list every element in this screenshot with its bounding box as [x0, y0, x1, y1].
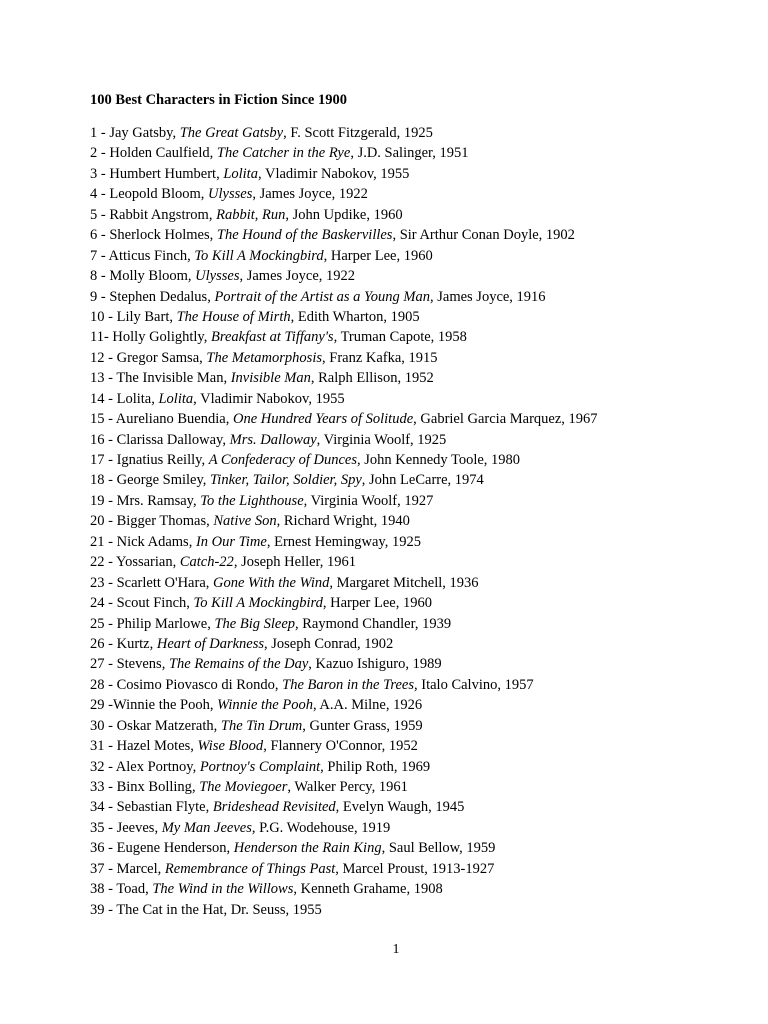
entry-character: Binx Bolling: [116, 779, 192, 795]
list-item: 1 - Jay Gatsby, The Great Gatsby, F. Scott Fitzgerald, 1925: [90, 125, 433, 141]
entry-number: 32 -: [90, 758, 116, 775]
entry-book-title: The Baron in the Trees: [282, 676, 414, 693]
entry-author-year: Dr. Seuss, 1955: [230, 901, 322, 918]
entry-number: 5 -: [90, 206, 110, 223]
entry-book-title: Remembrance of Things Past: [164, 860, 336, 877]
list-item: 36 - Eugene Henderson, Henderson the Rain King, Saul Bellow, 1959: [90, 840, 496, 857]
entry-book-title: Winnie the Pooh: [217, 697, 313, 714]
list-item: 21 - Nick Adams, In Our Time, Ernest Hemingway, 1925: [90, 533, 421, 550]
entry-number: 18 -: [90, 472, 117, 489]
entry-author-year: F. Scott Fitzgerald, 1925: [290, 125, 433, 141]
entry-author-year: Gunter Grass, 1959: [309, 717, 423, 734]
entry-number: 30 -: [90, 717, 117, 734]
list-item: 17 - Ignatius Reilly, A Confederacy of Dunces, John Kennedy Toole, 1980: [90, 452, 521, 468]
entry-book-title: Ulysses: [195, 268, 240, 285]
list-item: 33 - Binx Bolling, The Moviegoer, Walker Percy, 1961: [90, 779, 408, 795]
entry-author-year: Flannery O'Connor, 1952: [270, 738, 418, 755]
entry-book-title: To Kill A Mockingbird: [193, 595, 323, 612]
entry-character: Aureliano Buendia: [115, 411, 226, 428]
entry-character: Atticus Finch: [108, 247, 188, 264]
list-item: 30 - Oskar Matzerath, The Tin Drum, Gunter Grass, 1959: [90, 717, 423, 734]
entry-book-title: Ulysses: [208, 186, 253, 203]
entry-author-year: Joseph Heller, 1961: [241, 554, 357, 571]
entry-character: Cosimo Piovasco di Rondo: [116, 676, 275, 693]
entry-number: 27 -: [90, 656, 117, 673]
entry-author-year: James Joyce, 1916: [437, 288, 546, 305]
list-item: 35 - Jeeves, My Man Jeeves, P.G. Wodehouse, 1919: [90, 819, 391, 836]
character-list: [90, 123, 598, 920]
entry-author-year: Gabriel Garcia Marquez, 1967: [420, 411, 598, 428]
entry-number: 3 -: [90, 165, 110, 182]
entry-book-title: The Big Sleep: [214, 615, 296, 632]
entry-character: Marcel: [116, 860, 158, 877]
list-item: 20 - Bigger Thomas, Native Son, Richard Wright, 1940: [90, 513, 410, 530]
entry-character: Sebastian Flyte: [116, 799, 206, 816]
entry-character: Ignatius Reilly: [116, 452, 202, 468]
entry-number: 6 -: [90, 227, 110, 244]
list-item: 15 - Aureliano Buendia, One Hundred Years of Solitude, Gabriel Garcia Marquez, 1967: [90, 411, 598, 428]
entry-author-year: John Kennedy Toole, 1980: [364, 452, 521, 468]
entry-number: 21 -: [90, 533, 117, 550]
entry-author-year: Saul Bellow, 1959: [388, 840, 496, 857]
entry-number: 23 -: [90, 574, 117, 591]
list-item: 3 - Humbert Humbert, Lolita, Vladimir Nabokov, 1955: [90, 165, 410, 182]
entry-book-title: Brideshead Revisited: [212, 799, 336, 816]
entry-character: Stevens: [116, 656, 162, 673]
entry-character: Yossarian: [116, 554, 173, 571]
entry-character: Kurtz: [116, 635, 150, 652]
entry-author-year: John LeCarre, 1974: [369, 472, 484, 489]
entry-number: 8 -: [90, 268, 110, 285]
entry-book-title: The Catcher in the Rye: [216, 145, 351, 162]
entry-number: 17 -: [90, 452, 117, 468]
entry-book-title: My Man Jeeves: [161, 819, 252, 836]
list-item: 18 - George Smiley, Tinker, Tailor, Soldier, Spy, John LeCarre, 1974: [90, 472, 484, 489]
list-item: 9 - Stephen Dedalus, Portrait of the Artist as a Young Man, James Joyce, 1916: [90, 288, 546, 305]
entry-author-year: Edith Wharton, 1905: [297, 308, 420, 325]
entry-character: Eugene Henderson: [116, 840, 227, 857]
entry-character: Philip Marlowe: [116, 615, 208, 632]
list-item: 16 - Clarissa Dalloway, Mrs. Dalloway, Virginia Woolf, 1925: [90, 431, 447, 448]
entry-book-title: Catch-22: [179, 554, 234, 571]
entry-author-year: Virginia Woolf, 1925: [323, 431, 447, 448]
list-item: 2 - Holden Caulfield, The Catcher in the Rye, J.D. Salinger, 1951: [90, 145, 469, 162]
entry-book-title: The Remains of the Day: [168, 656, 309, 673]
entry-book-title: Portrait of the Artist as a Young Man: [214, 288, 430, 305]
entry-number: 11-: [90, 329, 113, 346]
entry-author-year: Harper Lee, 1960: [330, 247, 433, 264]
entry-author-year: Vladimir Nabokov, 1955: [264, 165, 410, 182]
list-item: 28 - Cosimo Piovasco di Rondo, The Baron in the Trees, Italo Calvino, 1957: [90, 676, 534, 693]
list-item: 19 - Mrs. Ramsay, To the Lighthouse, Virginia Woolf, 1927: [90, 492, 434, 509]
page-number: 1: [392, 942, 400, 957]
entry-author-year: Kazuo Ishiguro, 1989: [315, 656, 442, 673]
entry-number: 34 -: [90, 799, 117, 816]
entry-author-year: Ralph Ellison, 1952: [318, 370, 434, 387]
list-item: 32 - Alex Portnoy, Portnoy's Complaint, Philip Roth, 1969: [90, 758, 431, 775]
entry-author-year: Kenneth Grahame, 1908: [300, 881, 443, 898]
entry-character: Scarlett O'Hara: [116, 574, 206, 591]
entry-number: 39 -: [90, 901, 117, 918]
entry-character: Jeeves: [116, 819, 155, 836]
list-item: 29 -Winnie the Pooh, Winnie the Pooh, A.A. Milne, 1926: [90, 697, 423, 714]
entry-character: Scout Finch: [116, 595, 187, 612]
entry-number: 4 -: [90, 186, 110, 203]
list-item: 23 - Scarlett O'Hara, Gone With the Wind, Margaret Mitchell, 1936: [90, 574, 479, 591]
entry-author-year: Raymond Chandler, 1939: [302, 615, 452, 632]
entry-author-year: Evelyn Waugh, 1945: [342, 799, 465, 816]
entry-number: 33 -: [90, 779, 117, 795]
entry-number: 10 -: [90, 308, 117, 325]
list-item: 25 - Philip Marlowe, The Big Sleep, Raymond Chandler, 1939: [90, 615, 452, 632]
entry-author-year: James Joyce, 1922: [246, 268, 356, 285]
entry-number: 20 -: [90, 513, 117, 530]
entry-book-title: The Hound of the Baskervilles: [216, 227, 393, 244]
entry-author-year: P.G. Wodehouse, 1919: [259, 819, 391, 836]
entry-author-year: A.A. Milne, 1926: [319, 697, 423, 714]
list-item: 11- Holly Golightly, Breakfast at Tiffany's, Truman Capote, 1958: [90, 329, 467, 346]
entry-character: Toad: [116, 881, 146, 898]
entry-number: 14 -: [90, 390, 117, 407]
entry-number: 19 -: [90, 492, 117, 509]
entry-number: 26 -: [90, 635, 117, 652]
entry-character: Humbert Humbert: [109, 165, 217, 182]
list-item: 6 - Sherlock Holmes, The Hound of the Baskervilles, Sir Arthur Conan Doyle, 1902: [90, 227, 575, 244]
entry-character: Clarissa Dalloway: [116, 431, 223, 448]
entry-number: 28 -: [90, 676, 117, 693]
entry-number: 22 -: [90, 554, 117, 571]
entry-book-title: Portnoy's Complaint: [199, 758, 321, 775]
entry-character: Rabbit Angstrom: [109, 206, 209, 223]
entry-book-title: The Tin Drum: [220, 717, 303, 734]
entry-character: Bigger Thomas: [116, 513, 207, 530]
list-item: 34 - Sebastian Flyte, Brideshead Revisited, Evelyn Waugh, 1945: [90, 799, 465, 816]
entry-character: Jay Gatsby: [109, 125, 173, 141]
entry-character: Gregor Samsa: [116, 349, 200, 366]
entry-book-title: In Our Time: [195, 533, 267, 550]
entry-number: 9 -: [90, 288, 110, 305]
entry-author-year: Truman Capote, 1958: [340, 329, 467, 346]
entry-book-title: Henderson the Rain King: [233, 840, 382, 857]
list-item: 10 - Lily Bart, The House of Mirth, Edith Wharton, 1905: [90, 308, 420, 325]
entry-character: Nick Adams: [116, 533, 189, 550]
entry-book-title: The Great Gatsby: [179, 125, 284, 141]
entry-author-year: Vladimir Nabokov, 1955: [200, 390, 345, 407]
entry-number: 7 -: [90, 247, 109, 264]
entry-character: Sherlock Holmes: [109, 227, 210, 244]
entry-book-title: Invisible Man: [230, 370, 311, 387]
entry-author-year: Philip Roth, 1969: [327, 758, 431, 775]
entry-character: Holly Golightly: [112, 329, 204, 346]
entry-book-title: Mrs. Dalloway: [229, 431, 317, 448]
entry-book-title: Gone With the Wind: [213, 574, 330, 591]
entry-number: 12 -: [90, 349, 117, 366]
list-item: 37 - Marcel, Remembrance of Things Past, Marcel Proust, 1913-1927: [90, 860, 495, 877]
entry-character: Lolita: [116, 390, 152, 407]
list-item: 26 - Kurtz, Heart of Darkness, Joseph Conrad, 1902: [90, 635, 394, 652]
entry-character: Stephen Dedalus: [109, 288, 208, 305]
entry-number: 25 -: [90, 615, 117, 632]
list-item: 8 - Molly Bloom, Ulysses, James Joyce, 1922: [90, 268, 356, 285]
entry-author-year: Italo Calvino, 1957: [421, 676, 534, 693]
entry-book-title: To Kill A Mockingbird: [194, 247, 324, 264]
list-item: 7 - Atticus Finch, To Kill A Mockingbird, Harper Lee, 1960: [90, 247, 433, 264]
list-item: 12 - Gregor Samsa, The Metamorphosis, Franz Kafka, 1915: [90, 349, 438, 366]
entry-author-year: J.D. Salinger, 1951: [357, 145, 469, 162]
entry-book-title: A Confederacy of Dunces: [208, 452, 358, 468]
entry-character: Oskar Matzerath: [116, 717, 214, 734]
entry-number: 29 -: [90, 697, 113, 714]
entry-number: 1 -: [90, 125, 110, 141]
entry-author-year: Virginia Woolf, 1927: [310, 492, 434, 509]
entry-author-year: Sir Arthur Conan Doyle, 1902: [399, 227, 575, 244]
entry-author-year: Joseph Conrad, 1902: [271, 635, 394, 652]
entry-character: Lily Bart: [116, 308, 170, 325]
entry-number: 24 -: [90, 595, 117, 612]
list-item: 5 - Rabbit Angstrom, Rabbit, Run, John Updike, 1960: [90, 206, 403, 223]
list-item: 38 - Toad, The Wind in the Willows, Kenneth Grahame, 1908: [90, 881, 443, 898]
entry-book-title: The Wind in the Willows: [152, 881, 294, 898]
entry-book-title: Heart of Darkness: [156, 635, 264, 652]
document-title: 100 Best Characters in Fiction Since 1900: [90, 92, 347, 108]
entry-number: 37 -: [90, 860, 117, 877]
entry-number: 15 -: [90, 411, 116, 428]
entry-book-title: Native Son: [213, 513, 277, 530]
entry-number: 13 -: [90, 370, 117, 387]
entry-character: George Smiley: [116, 472, 203, 489]
entry-book-title: To the Lighthouse: [200, 492, 304, 509]
entry-character: Molly Bloom: [109, 268, 188, 285]
entry-character: Alex Portnoy: [115, 758, 193, 775]
entry-book-title: Lolita: [223, 165, 258, 182]
entry-book-title: Breakfast at Tiffany's: [210, 329, 334, 346]
entry-author-year: Marcel Proust, 1913-1927: [342, 860, 495, 877]
entry-number: 36 -: [90, 840, 117, 857]
entry-book-title: The Metamorphosis: [206, 349, 322, 366]
entry-number: 31 -: [90, 738, 117, 755]
entry-number: 2 -: [90, 145, 110, 162]
entry-character: Mrs. Ramsay: [116, 492, 193, 509]
list-item: 24 - Scout Finch, To Kill A Mockingbird, Harper Lee, 1960: [90, 595, 432, 612]
entry-author-year: Franz Kafka, 1915: [329, 349, 438, 366]
entry-character: Winnie the Pooh: [112, 697, 210, 714]
entry-author-year: James Joyce, 1922: [259, 186, 368, 203]
entry-character: Leopold Bloom: [109, 186, 201, 203]
entry-author-year: John Updike, 1960: [292, 206, 403, 223]
list-item: 27 - Stevens, The Remains of the Day, Kazuo Ishiguro, 1989: [90, 656, 442, 673]
list-item: 4 - Leopold Bloom, Ulysses, James Joyce, 1922: [90, 186, 368, 203]
entry-number: 38 -: [90, 881, 117, 898]
entry-author-year: Walker Percy, 1961: [294, 779, 408, 795]
entry-book-title: Lolita: [158, 390, 194, 407]
entry-author-year: Richard Wright, 1940: [283, 513, 410, 530]
entry-book-title: The House of Mirth: [176, 308, 291, 325]
entry-book-title: Wise Blood: [197, 738, 264, 755]
entry-author-year: Ernest Hemingway, 1925: [274, 533, 421, 550]
list-item: 14 - Lolita, Lolita, Vladimir Nabokov, 1955: [90, 390, 345, 407]
entry-number: 35 -: [90, 819, 117, 836]
entry-number: 16 -: [90, 431, 117, 448]
entry-character: Hazel Motes: [116, 738, 191, 755]
entry-character: The Cat in the Hat: [116, 901, 224, 918]
list-item: 13 - The Invisible Man, Invisible Man, Ralph Ellison, 1952: [90, 370, 434, 387]
entry-character: Holden Caulfield: [109, 145, 210, 162]
entry-author-year: Harper Lee, 1960: [330, 595, 432, 612]
entry-book-title: Tinker, Tailor, Soldier, Spy: [210, 472, 362, 489]
list-item: 22 - Yossarian, Catch-22, Joseph Heller, 1961: [90, 554, 357, 571]
list-item: 39 - The Cat in the Hat, Dr. Seuss, 1955: [90, 901, 322, 918]
list-item: 31 - Hazel Motes, Wise Blood, Flannery O'Connor, 1952: [90, 738, 418, 755]
entry-book-title: The Moviegoer: [199, 779, 288, 795]
entry-book-title: One Hundred Years of Solitude: [232, 411, 414, 428]
entry-character: The Invisible Man: [116, 370, 224, 387]
entry-book-title: Rabbit, Run: [216, 206, 286, 223]
entry-author-year: Margaret Mitchell, 1936: [336, 574, 479, 591]
